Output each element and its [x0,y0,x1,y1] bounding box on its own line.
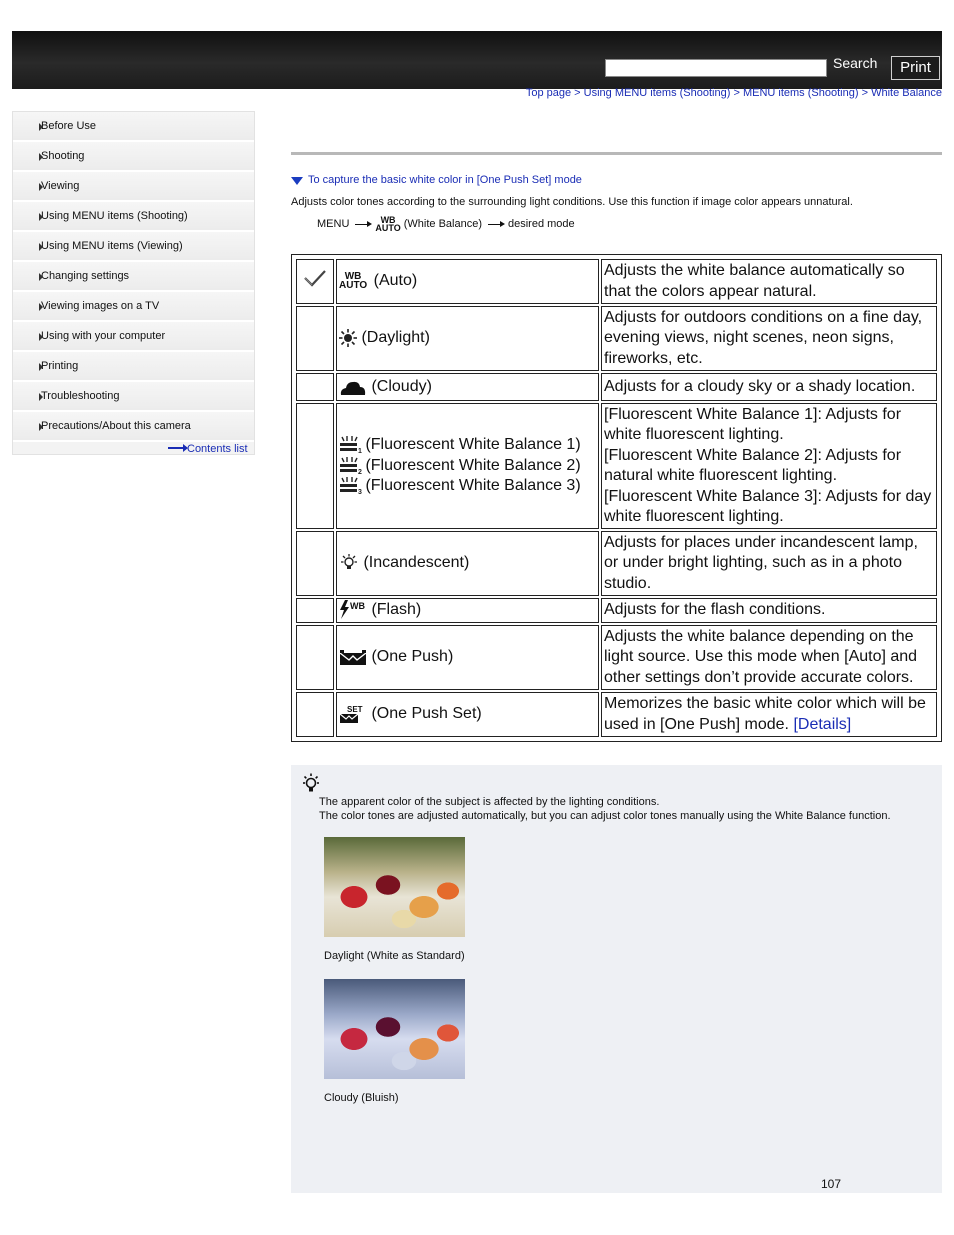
menu-end-label: desired mode [508,218,575,230]
mode-label: (Cloudy) [371,377,432,395]
daylight-sample-photo [324,837,465,937]
details-link[interactable]: [Details] [793,715,852,733]
mode-incandescent [336,531,599,596]
wb-auto-icon-top: WB [380,215,396,225]
default-check-cell [296,531,334,596]
cloudy-icon [339,377,367,397]
caret-right-icon [39,153,43,161]
sidebar-item-precautions[interactable] [13,412,254,442]
wb-auto-icon [375,216,400,232]
mode-label: (Incandescent) [363,554,470,572]
breadcrumb-menu-items-shooting[interactable]: MENU items (Shooting) [742,87,859,99]
default-check-cell [296,259,334,304]
menu-label: MENU [317,218,350,230]
table-row [296,403,937,529]
menu-path [317,216,575,232]
page-number: 107 [821,1177,842,1191]
print-button[interactable]: Print [891,56,940,80]
mode-description-text: Memorizes the basic white color which will be used in [One Push] mode. [604,695,926,733]
caret-right-icon [39,183,43,191]
mode-one-push-set [336,692,599,737]
default-check-cell [296,306,334,371]
caret-right-icon [39,123,43,131]
fluorescent-2-icon [339,457,361,475]
contents-list-link[interactable] [168,443,248,455]
fluorescent-1-icon [339,436,361,454]
sidebar-item-troubleshooting[interactable] [13,382,254,412]
sidebar-item-before-use[interactable] [13,112,254,142]
mode-description [601,692,937,737]
default-check-cell [296,625,334,690]
caret-right-icon [39,243,43,251]
svg-text:3: 3 [358,489,362,497]
mode-daylight [336,306,599,371]
mode-description: Adjusts the white balance depending on the light source. Use this mode when [Auto] and other settings don’t provide accurate colors. [601,625,937,690]
sidebar-item-label: Viewing images on a TV [41,300,160,312]
default-check-cell [296,373,334,401]
sidebar-item-shooting[interactable] [13,142,254,172]
mode-description: Adjusts for a cloudy sky or a shady location. [601,373,937,401]
mode-auto [336,259,599,304]
title-divider [291,152,942,155]
caret-right-icon [39,213,43,221]
sidebar-item-label: Viewing [41,180,80,192]
breadcrumb [526,87,942,99]
sidebar-item-printing[interactable] [13,352,254,382]
svg-text:WB: WB [350,601,365,612]
anchor-link-label: To capture the basic white color in [One Push Set] mode [308,174,582,186]
mode-label: (Daylight) [361,329,430,347]
sidebar-item-changing-settings[interactable] [13,262,254,292]
fluorescent-line [339,476,596,497]
caret-right-icon [39,273,43,281]
sidebar-item-label: Printing [41,360,79,372]
sidebar-item-label: Changing settings [41,270,130,282]
table-row [296,306,937,371]
mode-label: (One Push Set) [371,705,482,723]
menu-item-label: (White Balance) [403,218,482,230]
mode-label: (Flash) [371,601,422,619]
sidebar-item-label: Troubleshooting [41,390,120,402]
caret-right-icon [39,393,43,401]
breadcrumb-top-page[interactable]: Top page [525,87,572,99]
fluorescent-line [339,456,596,477]
search-button[interactable]: Search [833,55,878,71]
table-row [296,598,937,623]
white-balance-modes-table [291,254,942,742]
sidebar-item-viewing[interactable] [13,172,254,202]
mode-one-push [336,625,599,690]
mode-label: (One Push) [371,648,454,666]
table-row [296,692,937,737]
sidebar-item-menu-viewing[interactable] [13,232,254,262]
intro-text: Adjusts color tones according to the surrounding light conditions. Use this function if image color appears unnatural. [291,196,853,208]
sidebar-item-label: Using MENU items (Shooting) [41,210,188,222]
mode-label: (Auto) [373,272,418,290]
table-row [296,259,937,304]
arrow-right-icon [168,447,184,449]
one-push-icon [339,648,367,666]
sidebar-item-label: Shooting [41,150,85,162]
mode-description: Adjusts for the flash conditions. [601,598,937,623]
breadcrumb-separator: > [574,87,581,99]
mode-description: Adjusts for places under incandescent lamp, or under bright lighting, such as in a photo studio. [601,531,937,596]
fluorescent-line [339,435,596,456]
breadcrumb-separator: > [733,87,740,99]
down-arrow-icon [291,177,303,185]
sidebar-item-menu-shooting[interactable] [13,202,254,232]
mode-cloudy [336,373,599,401]
incandescent-icon [339,554,359,572]
search-input[interactable] [605,59,827,77]
sidebar-nav [12,111,255,455]
caret-right-icon [39,333,43,341]
svg-text:1: 1 [358,448,362,456]
mode-fluorescent [336,403,599,529]
sidebar-item-label: Before Use [41,120,97,132]
breadcrumb-using-menu-shooting[interactable]: Using MENU items (Shooting) [583,87,731,99]
default-check-cell [296,403,334,529]
table-row [296,373,937,401]
arrow-right-icon [488,224,502,225]
contents-list-label: Contents list [187,443,248,455]
default-check-cell [296,598,334,623]
cloudy-caption: Cloudy (Bluish) [324,1092,399,1104]
anchor-one-push-set-link[interactable] [291,174,582,186]
sidebar-item-label: Using with your computer [41,330,166,342]
mode-label: (Fluorescent White Balance 2) [365,456,581,474]
daylight-icon [339,329,357,347]
arrow-right-icon [355,224,369,225]
hint-text [319,795,891,823]
caret-right-icon [39,423,43,431]
breadcrumb-separator: > [861,87,868,99]
default-check-cell [296,692,334,737]
checkmark-icon [303,268,327,288]
sidebar-item-computer[interactable] [13,322,254,352]
sidebar-item-viewing-tv[interactable] [13,292,254,322]
caret-right-icon [39,303,43,311]
mode-flash [336,598,599,623]
mode-description: Adjusts for outdoors conditions on a fine day, evening views, night scenes, neon signs, fireworks, etc. [601,306,937,371]
lightbulb-hint-icon [301,773,321,795]
table-row [296,531,937,596]
sidebar-item-label: Using MENU items (Viewing) [41,240,183,252]
svg-text:SET: SET [347,705,363,715]
hint-line: The color tones are adjusted automatically, but you can adjust color tones manually using the White Balance function. [319,810,891,822]
table-row [296,625,937,690]
fluorescent-3-icon [339,477,361,495]
mode-description: Adjusts the white balance automatically so that the colors appear natural. [601,259,937,304]
one-push-set-icon [339,704,367,724]
hint-line: The apparent color of the subject is affected by the lighting conditions. [319,796,660,808]
mode-label: (Fluorescent White Balance 1) [365,436,581,454]
svg-text:2: 2 [358,468,362,476]
wb-auto-icon-bottom: AUTO [375,223,401,233]
breadcrumb-white-balance[interactable]: White Balance [871,87,942,99]
caret-right-icon [39,363,43,371]
hint-panel [291,765,942,1193]
mode-label: (Fluorescent White Balance 3) [365,477,581,495]
daylight-caption: Daylight (White as Standard) [324,950,465,962]
cloudy-sample-photo [324,979,465,1079]
wb-auto-icon: WB AUTO [339,271,368,292]
sidebar-item-label: Precautions/About this camera [41,420,191,432]
mode-description: [Fluorescent White Balance 1]: Adjusts for white fluorescent lighting. [Fluorescent White Balance 2]: Adjusts for natural white fluorescent lighting. [Fluorescent White Balance 3]: Adjusts for day white fluorescent lighting. [601,403,937,529]
flash-wb-icon [339,600,367,620]
